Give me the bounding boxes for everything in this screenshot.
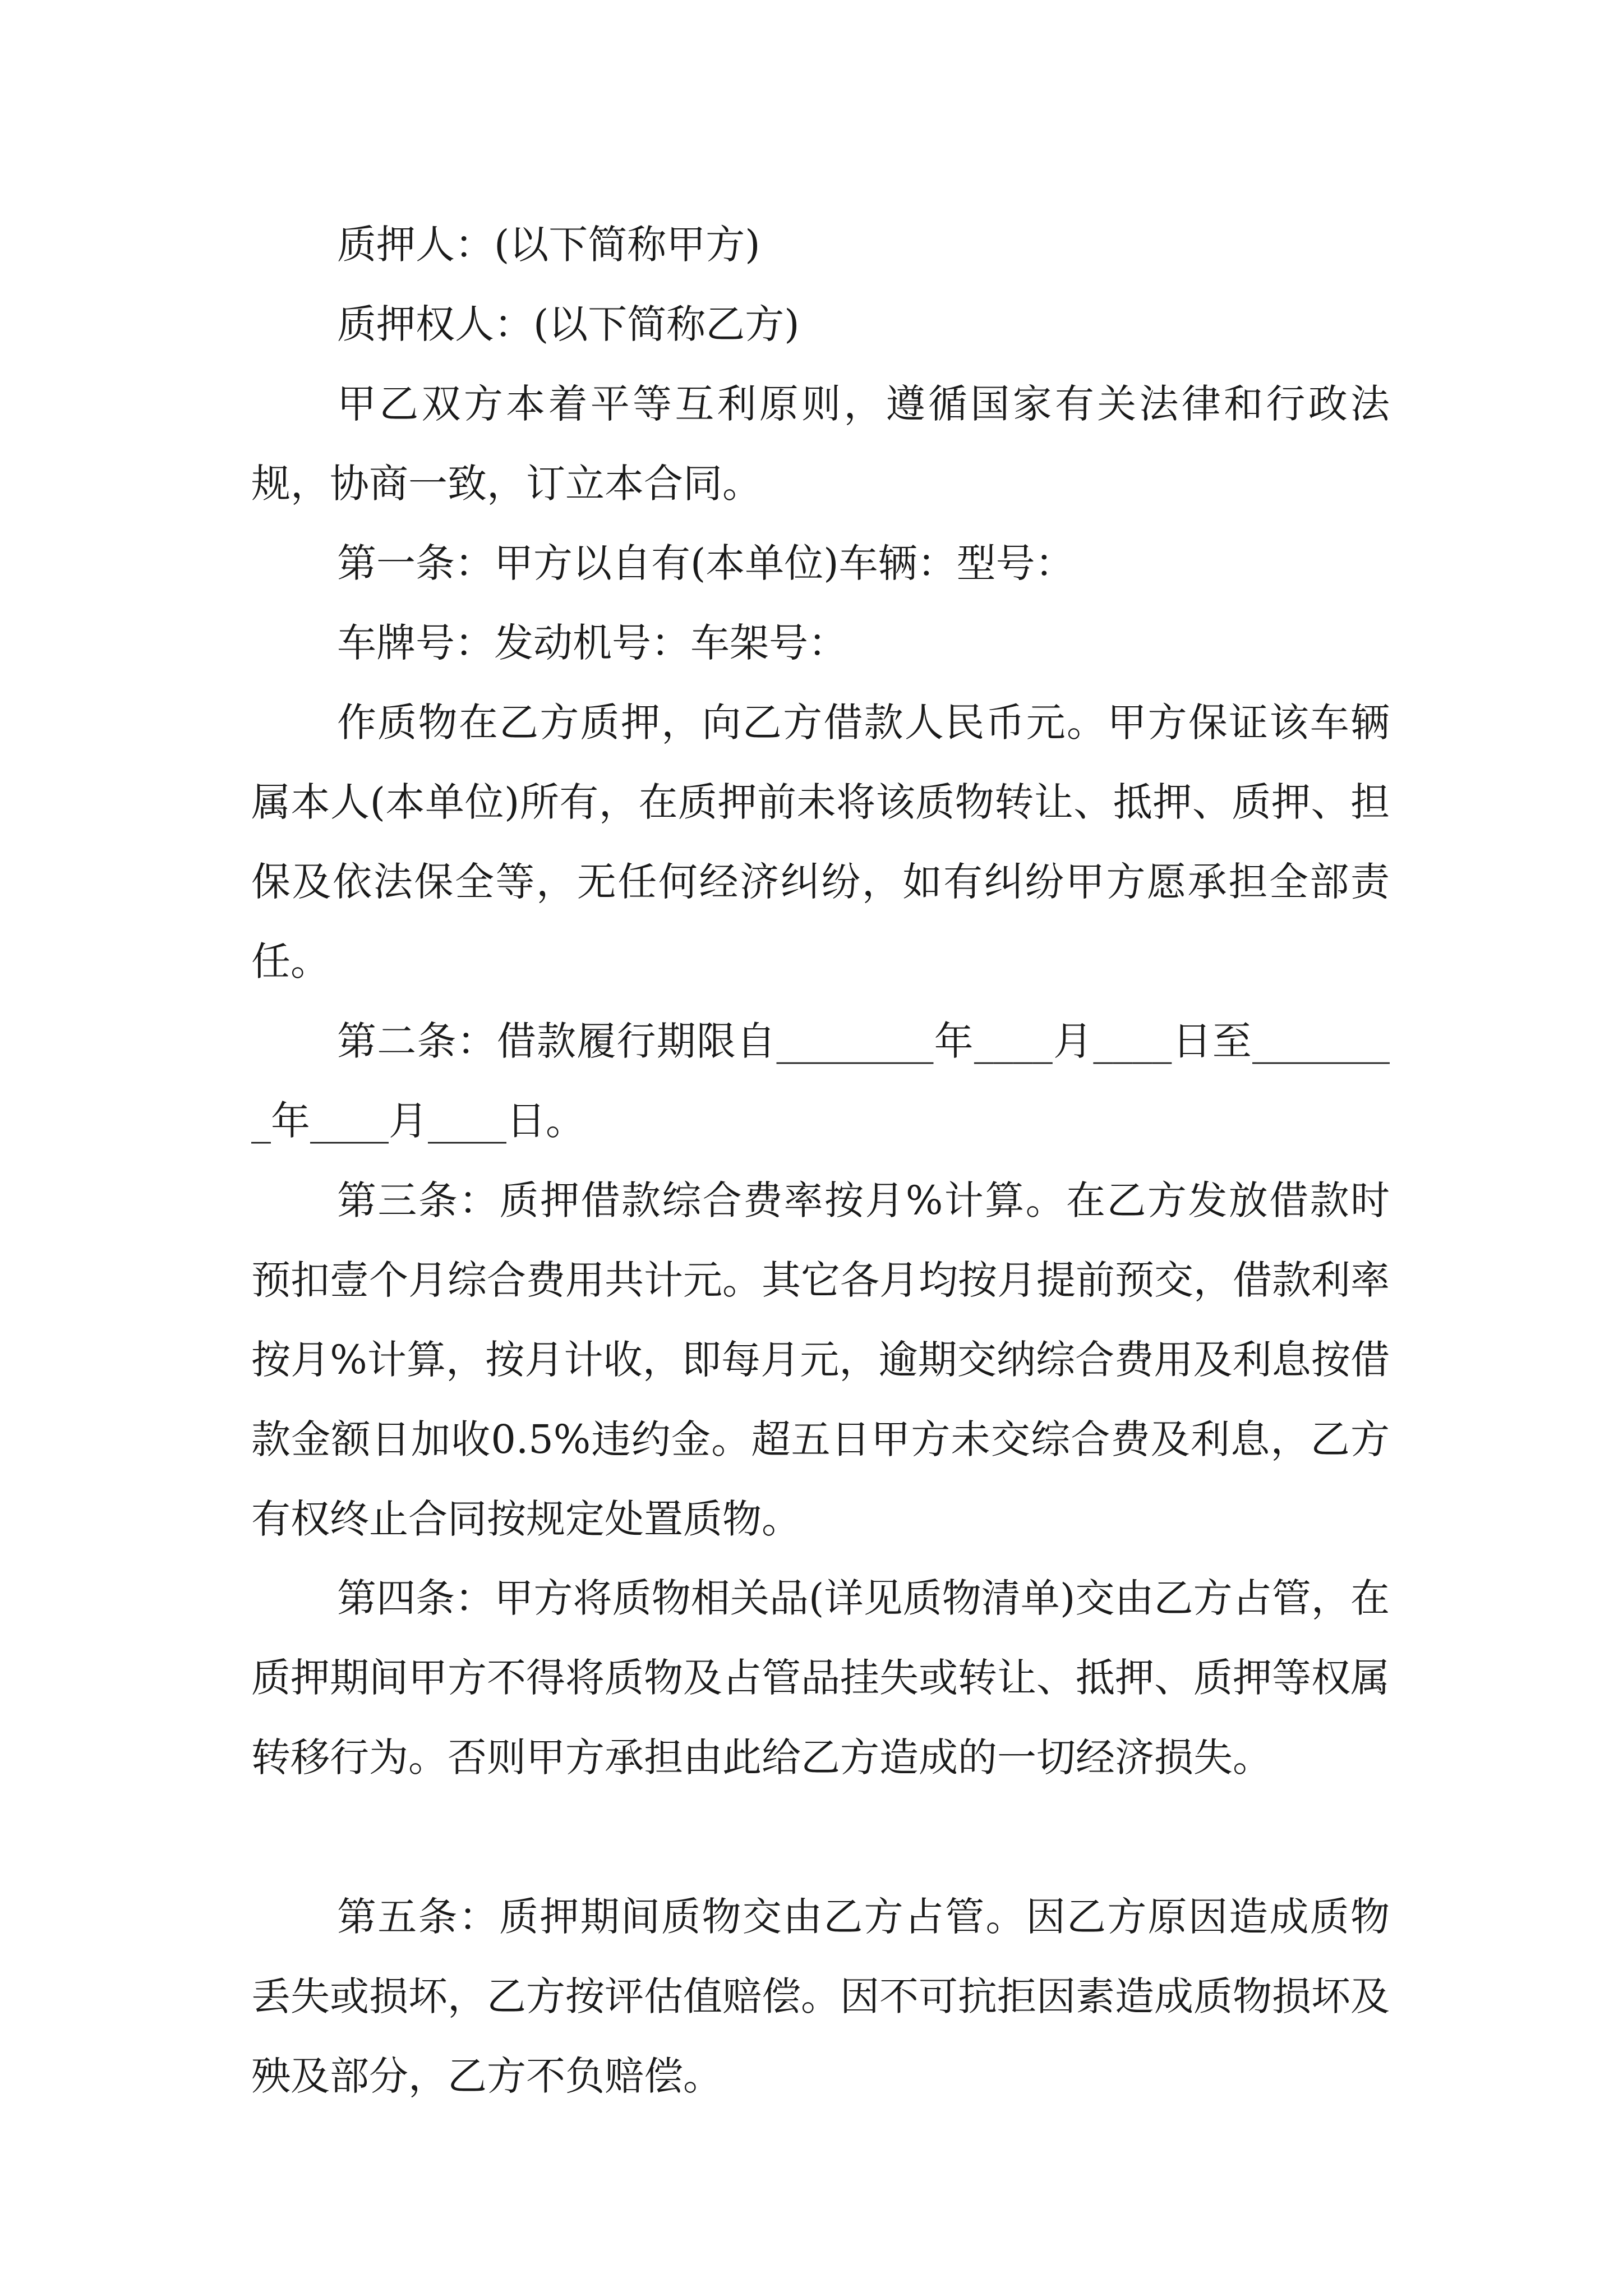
paragraph-article-4: 第四条：甲方将质物相关品(详见质物清单)交由乙方占管，在质押期间甲方不得将质物及占管品挂失或转让、抵押、质押等权属转移行为。否则甲方承担由此给乙方造成的一切经济损失。: [251, 1575, 1390, 1780]
paragraph-article-3: 第三条：质押借款综合费率按月%计算。在乙方发放借款时预扣壹个月综合费用共计元。其它各月均按月提前预交，借款利率按月%计算，按月计收，即每月元，逾期交纳综合费用及利息按借款金额日加收0.5%违约金。超五日甲方未交综合费及利息，乙方有权终止合同按规定处置质物。: [251, 1177, 1390, 1542]
paragraph-article-1: 第一条：甲方以自有(本单位)车辆：型号：: [337, 540, 1075, 586]
paragraph-pledgor: 质押人：(以下简称甲方): [337, 222, 760, 268]
paragraph-article-5: 第五条：质押期间质物交由乙方占管。因乙方原因造成质物丢失或损坏，乙方按评估值赔偿。因不可抗拒因素造成质物损坏及殃及部分，乙方不负赔偿。: [251, 1894, 1390, 2099]
paragraph-pledgee: 质押权人：(以下简称乙方): [337, 301, 800, 347]
paragraph-pledge-statement: 作质物在乙方质押，向乙方借款人民币元。甲方保证该车辆属本人(本单位)所有，在质押前未将该质物转让、抵押、质押、担保及依法保全等，无任何经济纠纷，如有纠纷甲方愿承担全部责任。: [251, 700, 1390, 984]
paragraph-preamble: 甲乙双方本着平等互利原则，遵循国家有关法律和行政法规，协商一致，订立本合同。: [251, 381, 1390, 507]
paragraph-vehicle-ids: 车牌号：发动机号：车架号：: [337, 620, 847, 666]
paragraph-article-2: 第二条：借款履行期限自________年____月____日至________年____月____日。: [251, 1018, 1390, 1144]
